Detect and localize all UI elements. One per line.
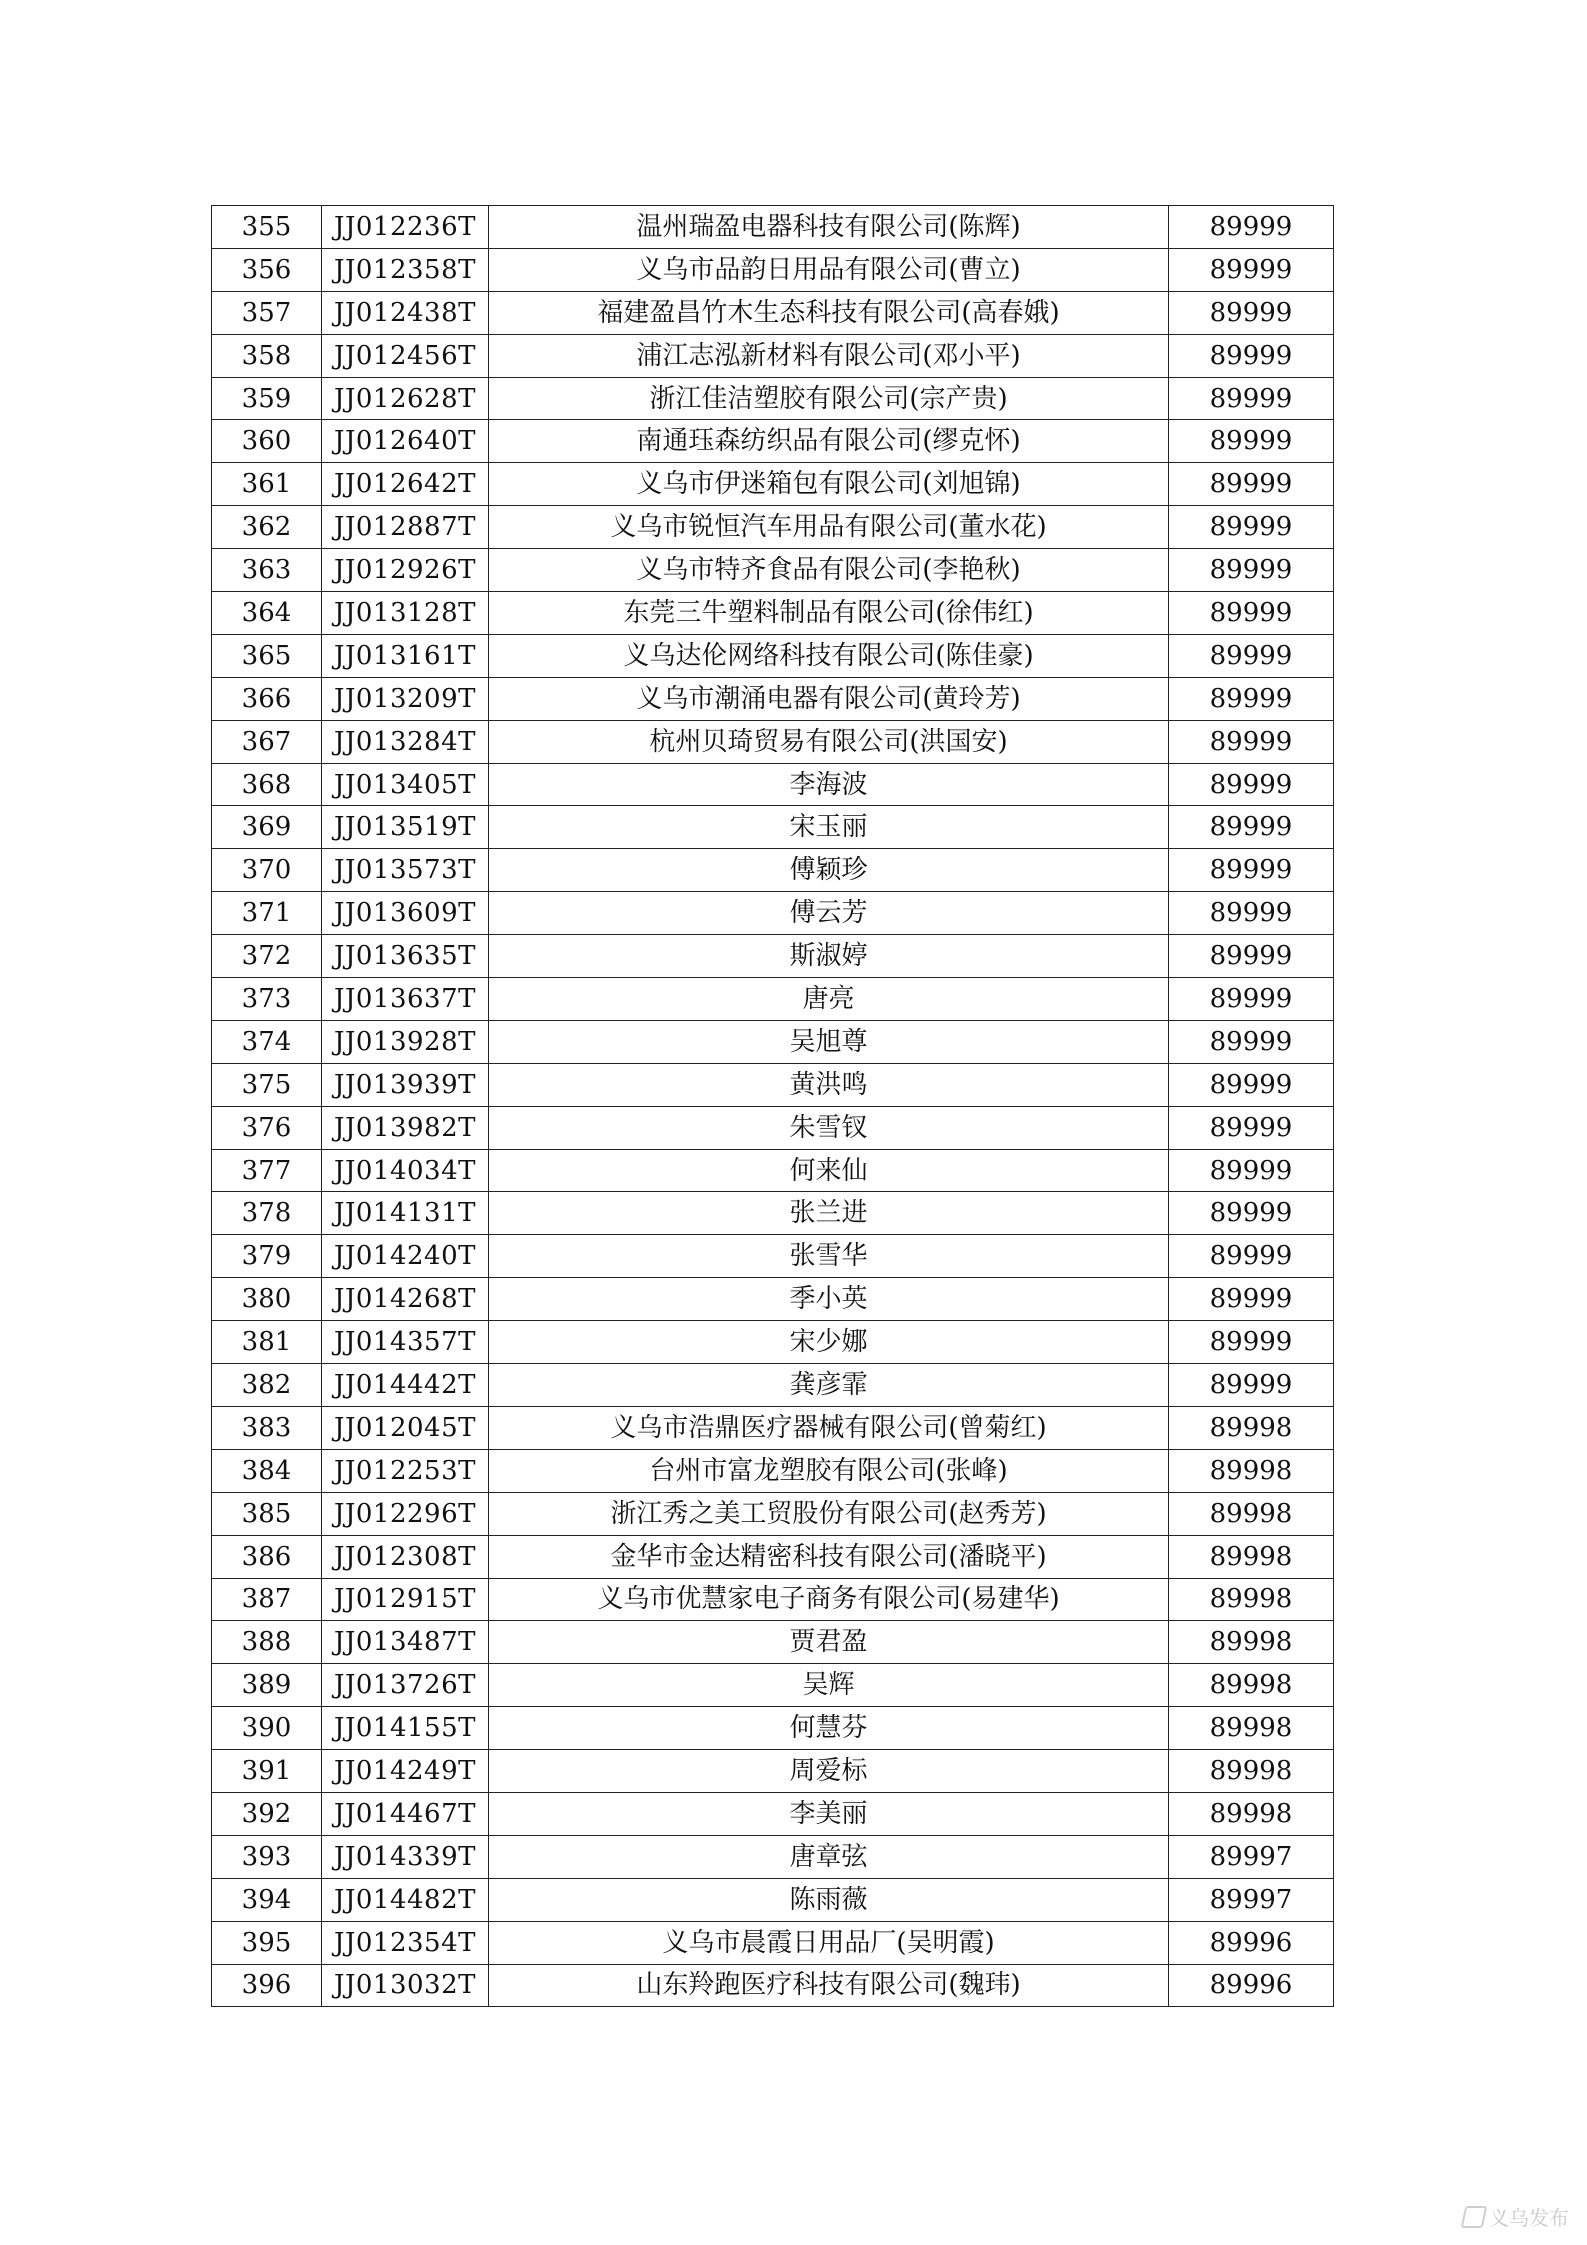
name-cell: 朱雪钗 [489, 1106, 1169, 1149]
row-number-cell: 367 [212, 720, 322, 763]
score-cell: 89999 [1169, 248, 1334, 291]
table-row [212, 634, 1334, 677]
row-number-cell: 363 [212, 549, 322, 592]
id-cell: JJ013635T [322, 935, 489, 978]
name-cell: 福建盈昌竹木生态科技有限公司(高春娥) [489, 291, 1169, 334]
score-cell: 89996 [1169, 1964, 1334, 2007]
id-cell: JJ013405T [322, 763, 489, 806]
score-cell: 89999 [1169, 806, 1334, 849]
row-number-cell: 388 [212, 1621, 322, 1664]
table-row [212, 377, 1334, 420]
name-cell: 吴辉 [489, 1664, 1169, 1707]
score-cell: 89999 [1169, 377, 1334, 420]
score-cell: 89999 [1169, 634, 1334, 677]
score-cell: 89999 [1169, 1364, 1334, 1407]
score-cell: 89999 [1169, 1149, 1334, 1192]
id-cell: JJ014155T [322, 1707, 489, 1750]
id-cell: JJ012296T [322, 1492, 489, 1535]
name-cell: 何慧芬 [489, 1707, 1169, 1750]
name-cell: 杭州贝琦贸易有限公司(洪国安) [489, 720, 1169, 763]
id-cell: JJ012640T [322, 420, 489, 463]
table-row [212, 1921, 1334, 1964]
name-cell: 宋玉丽 [489, 806, 1169, 849]
name-cell: 傅颖珍 [489, 849, 1169, 892]
row-number-cell: 376 [212, 1106, 322, 1149]
name-cell: 山东羚跑医疗科技有限公司(魏玮) [489, 1964, 1169, 2007]
id-cell: JJ013128T [322, 592, 489, 635]
id-cell: JJ013609T [322, 892, 489, 935]
name-cell: 东莞三牛塑料制品有限公司(徐伟红) [489, 592, 1169, 635]
name-cell: 义乌市浩鼎医疗器械有限公司(曾菊红) [489, 1406, 1169, 1449]
score-cell: 89999 [1169, 720, 1334, 763]
score-cell: 89997 [1169, 1835, 1334, 1878]
score-cell: 89998 [1169, 1449, 1334, 1492]
name-cell: 陈雨薇 [489, 1878, 1169, 1921]
id-cell: JJ013939T [322, 1063, 489, 1106]
score-cell: 89998 [1169, 1492, 1334, 1535]
row-number-cell: 385 [212, 1492, 322, 1535]
name-cell: 浦江志泓新材料有限公司(邓小平) [489, 334, 1169, 377]
row-number-cell: 357 [212, 291, 322, 334]
name-cell: 义乌市品韵日用品有限公司(曹立) [489, 248, 1169, 291]
name-cell: 斯淑婷 [489, 935, 1169, 978]
table-row [212, 892, 1334, 935]
row-number-cell: 359 [212, 377, 322, 420]
table-row [212, 334, 1334, 377]
score-cell: 89999 [1169, 463, 1334, 506]
score-cell: 89998 [1169, 1664, 1334, 1707]
name-cell: 宋少娜 [489, 1321, 1169, 1364]
id-cell: JJ013928T [322, 1020, 489, 1063]
table-row [212, 978, 1334, 1021]
id-cell: JJ014357T [322, 1321, 489, 1364]
row-number-cell: 391 [212, 1750, 322, 1793]
score-cell: 89999 [1169, 1278, 1334, 1321]
name-cell: 浙江佳洁塑胶有限公司(宗产贵) [489, 377, 1169, 420]
row-number-cell: 371 [212, 892, 322, 935]
table-row [212, 291, 1334, 334]
id-cell: JJ012628T [322, 377, 489, 420]
row-number-cell: 360 [212, 420, 322, 463]
id-cell: JJ012253T [322, 1449, 489, 1492]
row-number-cell: 370 [212, 849, 322, 892]
score-cell: 89999 [1169, 1192, 1334, 1235]
id-cell: JJ013637T [322, 978, 489, 1021]
score-cell: 89996 [1169, 1921, 1334, 1964]
row-number-cell: 366 [212, 677, 322, 720]
row-number-cell: 383 [212, 1406, 322, 1449]
table-row [212, 248, 1334, 291]
table-row [212, 935, 1334, 978]
table-row [212, 1578, 1334, 1621]
score-cell: 89998 [1169, 1578, 1334, 1621]
score-cell: 89999 [1169, 291, 1334, 334]
row-number-cell: 356 [212, 248, 322, 291]
table-row [212, 1492, 1334, 1535]
score-cell: 89999 [1169, 892, 1334, 935]
id-cell: JJ013573T [322, 849, 489, 892]
table-row [212, 1449, 1334, 1492]
table-row [212, 592, 1334, 635]
score-cell: 89998 [1169, 1792, 1334, 1835]
row-number-cell: 389 [212, 1664, 322, 1707]
row-number-cell: 381 [212, 1321, 322, 1364]
table-row [212, 1835, 1334, 1878]
score-cell: 89999 [1169, 334, 1334, 377]
table-row [212, 420, 1334, 463]
table-row [212, 1106, 1334, 1149]
score-cell: 89998 [1169, 1535, 1334, 1578]
table-row [212, 849, 1334, 892]
row-number-cell: 362 [212, 506, 322, 549]
table-row [212, 1406, 1334, 1449]
row-number-cell: 361 [212, 463, 322, 506]
row-number-cell: 374 [212, 1020, 322, 1063]
row-number-cell: 373 [212, 978, 322, 1021]
table-row [212, 1964, 1334, 2007]
id-cell: JJ013284T [322, 720, 489, 763]
name-cell: 李海波 [489, 763, 1169, 806]
id-cell: JJ012926T [322, 549, 489, 592]
row-number-cell: 355 [212, 206, 322, 249]
table-row [212, 1063, 1334, 1106]
table-row [212, 1364, 1334, 1407]
score-cell: 89999 [1169, 1063, 1334, 1106]
name-cell: 张兰进 [489, 1192, 1169, 1235]
score-cell: 89999 [1169, 1321, 1334, 1364]
id-cell: JJ012642T [322, 463, 489, 506]
table-row [212, 720, 1334, 763]
id-cell: JJ014131T [322, 1192, 489, 1235]
name-cell: 何来仙 [489, 1149, 1169, 1192]
score-cell: 89999 [1169, 677, 1334, 720]
name-cell: 温州瑞盈电器科技有限公司(陈辉) [489, 206, 1169, 249]
row-number-cell: 372 [212, 935, 322, 978]
id-cell: JJ012456T [322, 334, 489, 377]
table-row [212, 549, 1334, 592]
name-cell: 义乌市锐恒汽车用品有限公司(董水花) [489, 506, 1169, 549]
name-cell: 吴旭尊 [489, 1020, 1169, 1063]
name-cell: 义乌达伦网络科技有限公司(陈佳豪) [489, 634, 1169, 677]
table-row [212, 1707, 1334, 1750]
table-row [212, 1278, 1334, 1321]
row-number-cell: 382 [212, 1364, 322, 1407]
name-cell: 季小英 [489, 1278, 1169, 1321]
score-cell: 89998 [1169, 1750, 1334, 1793]
id-cell: JJ014467T [322, 1792, 489, 1835]
id-cell: JJ014339T [322, 1835, 489, 1878]
score-cell: 89998 [1169, 1621, 1334, 1664]
row-number-cell: 375 [212, 1063, 322, 1106]
name-cell: 义乌市优慧家电子商务有限公司(易建华) [489, 1578, 1169, 1621]
score-cell: 89999 [1169, 1020, 1334, 1063]
row-number-cell: 377 [212, 1149, 322, 1192]
name-cell: 金华市金达精密科技有限公司(潘晓平) [489, 1535, 1169, 1578]
table-row [212, 1235, 1334, 1278]
name-cell: 黄洪鸣 [489, 1063, 1169, 1106]
row-number-cell: 380 [212, 1278, 322, 1321]
score-cell: 89999 [1169, 978, 1334, 1021]
table-row [212, 763, 1334, 806]
id-cell: JJ012045T [322, 1406, 489, 1449]
score-cell: 89999 [1169, 549, 1334, 592]
name-cell: 周爱标 [489, 1750, 1169, 1793]
row-number-cell: 368 [212, 763, 322, 806]
table-row [212, 806, 1334, 849]
id-cell: JJ014249T [322, 1750, 489, 1793]
name-cell: 龚彦霏 [489, 1364, 1169, 1407]
score-cell: 89999 [1169, 1106, 1334, 1149]
row-number-cell: 384 [212, 1449, 322, 1492]
id-cell: JJ012236T [322, 206, 489, 249]
id-cell: JJ013032T [322, 1964, 489, 2007]
name-cell: 浙江秀之美工贸股份有限公司(赵秀芳) [489, 1492, 1169, 1535]
table-row [212, 1878, 1334, 1921]
row-number-cell: 365 [212, 634, 322, 677]
id-cell: JJ013161T [322, 634, 489, 677]
score-cell: 89999 [1169, 206, 1334, 249]
table-row [212, 1149, 1334, 1192]
id-cell: JJ012887T [322, 506, 489, 549]
score-cell: 89997 [1169, 1878, 1334, 1921]
name-cell: 唐亮 [489, 978, 1169, 1021]
name-cell: 李美丽 [489, 1792, 1169, 1835]
row-number-cell: 364 [212, 592, 322, 635]
table-row [212, 206, 1334, 249]
id-cell: JJ012438T [322, 291, 489, 334]
table-row [212, 677, 1334, 720]
row-number-cell: 358 [212, 334, 322, 377]
results-table-body [212, 206, 1334, 2007]
score-cell: 89998 [1169, 1406, 1334, 1449]
id-cell: JJ013487T [322, 1621, 489, 1664]
table-row [212, 506, 1334, 549]
id-cell: JJ014268T [322, 1278, 489, 1321]
row-number-cell: 390 [212, 1707, 322, 1750]
name-cell: 义乌市潮涌电器有限公司(黄玲芳) [489, 677, 1169, 720]
row-number-cell: 387 [212, 1578, 322, 1621]
id-cell: JJ012308T [322, 1535, 489, 1578]
score-cell: 89998 [1169, 1707, 1334, 1750]
row-number-cell: 369 [212, 806, 322, 849]
score-cell: 89999 [1169, 420, 1334, 463]
id-cell: JJ012915T [322, 1578, 489, 1621]
name-cell: 义乌市晨霞日用品厂(吴明霞) [489, 1921, 1169, 1964]
table-row [212, 463, 1334, 506]
name-cell: 傅云芳 [489, 892, 1169, 935]
score-cell: 89999 [1169, 849, 1334, 892]
row-number-cell: 393 [212, 1835, 322, 1878]
score-cell: 89999 [1169, 592, 1334, 635]
name-cell: 南通珏森纺织品有限公司(缪克怀) [489, 420, 1169, 463]
watermark-logo-icon [1461, 2206, 1488, 2228]
id-cell: JJ014442T [322, 1364, 489, 1407]
table-row [212, 1020, 1334, 1063]
name-cell: 义乌市特齐食品有限公司(李艳秋) [489, 549, 1169, 592]
watermark-text: 义乌发布 [1489, 2206, 1569, 2230]
score-cell: 89999 [1169, 506, 1334, 549]
score-cell: 89999 [1169, 935, 1334, 978]
id-cell: JJ013209T [322, 677, 489, 720]
row-number-cell: 396 [212, 1964, 322, 2007]
table-row [212, 1535, 1334, 1578]
id-cell: JJ014482T [322, 1878, 489, 1921]
table-row [212, 1621, 1334, 1664]
id-cell: JJ014034T [322, 1149, 489, 1192]
row-number-cell: 379 [212, 1235, 322, 1278]
row-number-cell: 395 [212, 1921, 322, 1964]
name-cell: 唐章弦 [489, 1835, 1169, 1878]
score-cell: 89999 [1169, 1235, 1334, 1278]
row-number-cell: 394 [212, 1878, 322, 1921]
id-cell: JJ012354T [322, 1921, 489, 1964]
id-cell: JJ013519T [322, 806, 489, 849]
table-row [212, 1750, 1334, 1793]
name-cell: 义乌市伊迷箱包有限公司(刘旭锦) [489, 463, 1169, 506]
table-row [212, 1664, 1334, 1707]
row-number-cell: 386 [212, 1535, 322, 1578]
table-row [212, 1321, 1334, 1364]
score-cell: 89999 [1169, 763, 1334, 806]
name-cell: 张雪华 [489, 1235, 1169, 1278]
id-cell: JJ013726T [322, 1664, 489, 1707]
watermark [1463, 2202, 1569, 2231]
table-row [212, 1192, 1334, 1235]
results-table [211, 205, 1334, 2007]
row-number-cell: 392 [212, 1792, 322, 1835]
id-cell: JJ013982T [322, 1106, 489, 1149]
name-cell: 贾君盈 [489, 1621, 1169, 1664]
id-cell: JJ012358T [322, 248, 489, 291]
name-cell: 台州市富龙塑胶有限公司(张峰) [489, 1449, 1169, 1492]
id-cell: JJ014240T [322, 1235, 489, 1278]
row-number-cell: 378 [212, 1192, 322, 1235]
table-row [212, 1792, 1334, 1835]
